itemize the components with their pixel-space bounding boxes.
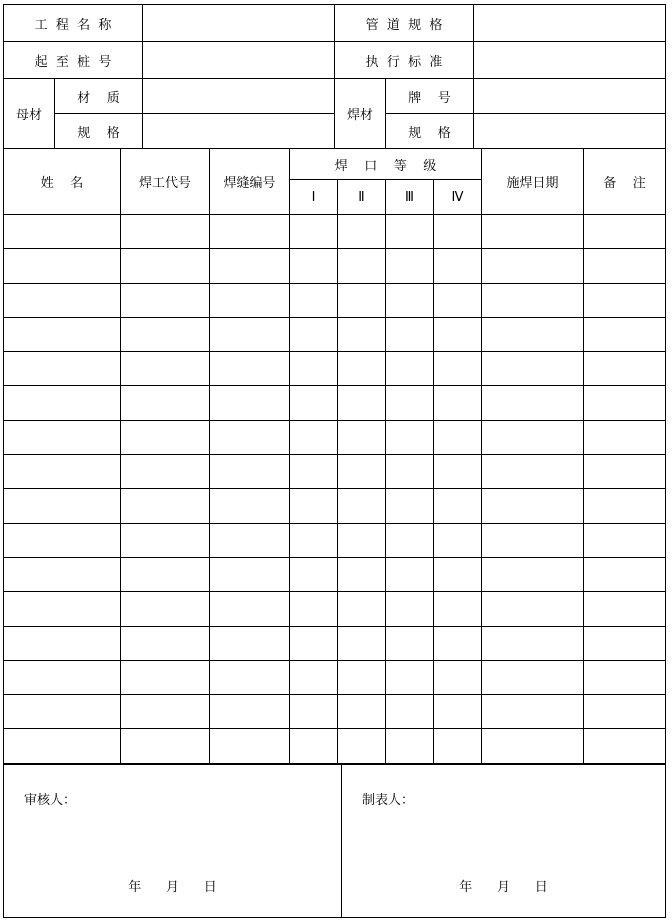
grade-1-cell[interactable] <box>290 695 338 729</box>
name-cell[interactable] <box>4 386 121 420</box>
grade-3-cell[interactable] <box>386 729 434 763</box>
weld-date-cell[interactable] <box>482 455 584 489</box>
grade-1-cell[interactable] <box>290 420 338 454</box>
welder-code-cell[interactable] <box>121 729 210 763</box>
weld-date-cell[interactable] <box>482 386 584 420</box>
grade-3-cell[interactable] <box>386 317 434 351</box>
remarks-cell[interactable] <box>584 660 666 694</box>
remarks-cell[interactable] <box>584 523 666 557</box>
grade-1-cell[interactable] <box>290 455 338 489</box>
grade-1-cell[interactable] <box>290 626 338 660</box>
grade-1-cell[interactable] <box>290 557 338 591</box>
weld-number-cell[interactable] <box>210 352 290 386</box>
col-remarks-header: 备 注 <box>584 149 666 215</box>
welder-code-cell[interactable] <box>121 455 210 489</box>
grade-1-cell[interactable] <box>290 523 338 557</box>
grade-3-cell[interactable] <box>386 626 434 660</box>
weld-number-cell[interactable] <box>210 729 290 763</box>
grade-2-cell[interactable] <box>338 523 386 557</box>
name-cell[interactable] <box>4 660 121 694</box>
welder-code-cell[interactable] <box>121 660 210 694</box>
header-info-table <box>3 4 666 149</box>
remarks-cell[interactable] <box>584 489 666 523</box>
grade-1-cell[interactable] <box>290 249 338 283</box>
grade-4-cell[interactable] <box>434 557 482 591</box>
welder-code-cell[interactable] <box>121 626 210 660</box>
welder-code-cell[interactable] <box>121 352 210 386</box>
grade-1-cell[interactable] <box>290 215 338 249</box>
grade-4-cell[interactable] <box>434 317 482 351</box>
welder-code-cell[interactable] <box>121 215 210 249</box>
pipe-spec-label: 管 道 规 格 <box>335 5 474 42</box>
grade-2-cell[interactable] <box>338 557 386 591</box>
weld-date-cell[interactable] <box>482 283 584 317</box>
welder-code-cell[interactable] <box>121 592 210 626</box>
project-name-label: 工 程 名 称 <box>4 5 143 42</box>
record-rows <box>4 215 666 764</box>
stake-range-label: 起 至 桩 号 <box>4 42 143 79</box>
grade-2-cell[interactable] <box>338 592 386 626</box>
standard-label: 执 行 标 准 <box>335 42 474 79</box>
grade-3-cell[interactable] <box>386 215 434 249</box>
grade-2-cell[interactable] <box>338 489 386 523</box>
grade-4-cell[interactable] <box>434 283 482 317</box>
base-metal-label: 母材 <box>4 79 55 149</box>
grade-1-header: Ⅰ <box>290 180 338 215</box>
welder-code-cell[interactable] <box>121 283 210 317</box>
preparer-date: 年 月 日 <box>459 880 548 895</box>
weld-number-cell[interactable] <box>210 660 290 694</box>
remarks-cell[interactable] <box>584 695 666 729</box>
name-cell[interactable] <box>4 455 121 489</box>
filler-brand-label: 牌 号 <box>386 79 474 114</box>
grade-4-cell[interactable] <box>434 626 482 660</box>
weld-number-cell[interactable] <box>210 557 290 591</box>
grade-2-cell[interactable] <box>338 420 386 454</box>
grade-4-cell[interactable] <box>434 489 482 523</box>
table-row <box>4 283 666 317</box>
filler-brand-field[interactable] <box>474 79 666 114</box>
weld-number-cell[interactable] <box>210 489 290 523</box>
table-row <box>4 215 666 249</box>
grade-4-cell[interactable] <box>434 592 482 626</box>
remarks-cell[interactable] <box>584 592 666 626</box>
grade-2-cell[interactable] <box>338 283 386 317</box>
grade-1-cell[interactable] <box>290 283 338 317</box>
table-row <box>4 523 666 557</box>
welder-code-cell[interactable] <box>121 386 210 420</box>
weld-number-cell[interactable] <box>210 249 290 283</box>
grade-3-cell[interactable] <box>386 695 434 729</box>
weld-number-cell[interactable] <box>210 317 290 351</box>
weld-number-cell[interactable] <box>210 420 290 454</box>
grade-3-cell[interactable] <box>386 523 434 557</box>
remarks-cell[interactable] <box>584 557 666 591</box>
grade-4-cell[interactable] <box>434 729 482 763</box>
remarks-cell[interactable] <box>584 729 666 763</box>
name-cell[interactable] <box>4 729 121 763</box>
name-cell[interactable] <box>4 352 121 386</box>
grade-3-header: Ⅲ <box>386 180 434 215</box>
base-material-field[interactable] <box>143 79 335 114</box>
base-spec-label: 规 格 <box>55 114 143 149</box>
grade-2-cell[interactable] <box>338 695 386 729</box>
grade-1-cell[interactable] <box>290 352 338 386</box>
name-cell[interactable] <box>4 317 121 351</box>
weld-date-cell[interactable] <box>482 660 584 694</box>
name-cell[interactable] <box>4 489 121 523</box>
welder-code-cell[interactable] <box>121 523 210 557</box>
grade-2-cell[interactable] <box>338 352 386 386</box>
grade-2-header: Ⅱ <box>338 180 386 215</box>
table-row <box>4 386 666 420</box>
table-row <box>4 592 666 626</box>
weld-date-cell[interactable] <box>482 592 584 626</box>
grade-3-cell[interactable] <box>386 455 434 489</box>
name-cell[interactable] <box>4 592 121 626</box>
remarks-cell[interactable] <box>584 317 666 351</box>
table-row <box>4 660 666 694</box>
grade-2-cell[interactable] <box>338 660 386 694</box>
name-cell[interactable] <box>4 626 121 660</box>
table-row <box>4 729 666 763</box>
name-cell[interactable] <box>4 557 121 591</box>
remarks-cell[interactable] <box>584 249 666 283</box>
welder-code-cell[interactable] <box>121 249 210 283</box>
grade-4-cell[interactable] <box>434 249 482 283</box>
weld-date-cell[interactable] <box>482 489 584 523</box>
weld-date-cell[interactable] <box>482 523 584 557</box>
grade-2-cell[interactable] <box>338 386 386 420</box>
grade-4-cell[interactable] <box>434 660 482 694</box>
weld-date-cell[interactable] <box>482 420 584 454</box>
weld-date-cell[interactable] <box>482 249 584 283</box>
pipe-spec-field[interactable] <box>474 5 666 42</box>
grade-3-cell[interactable] <box>386 592 434 626</box>
name-cell[interactable] <box>4 283 121 317</box>
col-weld-grade-header: 焊 口 等 级 <box>290 149 482 180</box>
table-row <box>4 626 666 660</box>
stake-range-field[interactable] <box>143 42 335 79</box>
remarks-cell[interactable] <box>584 386 666 420</box>
name-cell[interactable] <box>4 695 121 729</box>
filler-label: 焊材 <box>335 79 386 149</box>
welder-code-cell[interactable] <box>121 557 210 591</box>
reviewer-label: 审核人： <box>24 793 77 808</box>
grade-2-cell[interactable] <box>338 249 386 283</box>
remarks-cell[interactable] <box>584 283 666 317</box>
table-row <box>4 557 666 591</box>
col-welder-code-header: 焊工代号 <box>121 149 210 215</box>
grade-1-cell[interactable] <box>290 729 338 763</box>
grade-1-cell[interactable] <box>290 489 338 523</box>
weld-number-cell[interactable] <box>210 455 290 489</box>
preparer-cell[interactable] <box>342 765 666 918</box>
col-weld-number-header: 焊缝编号 <box>210 149 290 215</box>
table-row <box>4 420 666 454</box>
grade-2-cell[interactable] <box>338 215 386 249</box>
grade-3-cell[interactable] <box>386 249 434 283</box>
remarks-cell[interactable] <box>584 455 666 489</box>
grade-1-cell[interactable] <box>290 386 338 420</box>
grade-3-cell[interactable] <box>386 386 434 420</box>
remarks-cell[interactable] <box>584 352 666 386</box>
weld-number-cell[interactable] <box>210 592 290 626</box>
grade-3-cell[interactable] <box>386 352 434 386</box>
project-name-field[interactable] <box>143 5 335 42</box>
weld-date-cell[interactable] <box>482 695 584 729</box>
grade-4-header: Ⅳ <box>434 180 482 215</box>
weld-number-cell[interactable] <box>210 626 290 660</box>
name-cell[interactable] <box>4 249 121 283</box>
weld-number-cell[interactable] <box>210 695 290 729</box>
grade-2-cell[interactable] <box>338 455 386 489</box>
welder-code-cell[interactable] <box>121 317 210 351</box>
weld-number-cell[interactable] <box>210 215 290 249</box>
grade-4-cell[interactable] <box>434 455 482 489</box>
welder-code-cell[interactable] <box>121 695 210 729</box>
reviewer-cell[interactable] <box>4 765 342 918</box>
signature-table <box>3 764 666 918</box>
grade-3-cell[interactable] <box>386 420 434 454</box>
table-row <box>4 317 666 351</box>
weld-date-cell[interactable] <box>482 215 584 249</box>
grade-2-cell[interactable] <box>338 626 386 660</box>
grade-4-cell[interactable] <box>434 523 482 557</box>
name-cell[interactable] <box>4 420 121 454</box>
remarks-cell[interactable] <box>584 215 666 249</box>
filler-spec-label: 规 格 <box>386 114 474 149</box>
filler-spec-field[interactable] <box>474 114 666 149</box>
grade-4-cell[interactable] <box>434 386 482 420</box>
grade-3-cell[interactable] <box>386 283 434 317</box>
weld-number-cell[interactable] <box>210 523 290 557</box>
grade-4-cell[interactable] <box>434 352 482 386</box>
grade-3-cell[interactable] <box>386 489 434 523</box>
base-spec-field[interactable] <box>143 114 335 149</box>
table-row <box>4 249 666 283</box>
col-name-header: 姓 名 <box>4 149 121 215</box>
weld-date-cell[interactable] <box>482 557 584 591</box>
table-row <box>4 489 666 523</box>
grade-3-cell[interactable] <box>386 557 434 591</box>
preparer-label: 制表人： <box>362 793 415 808</box>
remarks-cell[interactable] <box>584 420 666 454</box>
welder-code-cell[interactable] <box>121 489 210 523</box>
grade-1-cell[interactable] <box>290 317 338 351</box>
weld-date-cell[interactable] <box>482 352 584 386</box>
grade-1-cell[interactable] <box>290 660 338 694</box>
weld-date-cell[interactable] <box>482 626 584 660</box>
standard-field[interactable] <box>474 42 666 79</box>
weld-number-cell[interactable] <box>210 386 290 420</box>
weld-number-cell[interactable] <box>210 283 290 317</box>
welder-code-cell[interactable] <box>121 420 210 454</box>
grade-4-cell[interactable] <box>434 695 482 729</box>
grade-1-cell[interactable] <box>290 592 338 626</box>
name-cell[interactable] <box>4 523 121 557</box>
grade-2-cell[interactable] <box>338 317 386 351</box>
name-cell[interactable] <box>4 215 121 249</box>
grade-4-cell[interactable] <box>434 420 482 454</box>
base-material-label: 材 质 <box>55 79 143 114</box>
col-weld-date-header: 施焊日期 <box>482 149 584 215</box>
grade-4-cell[interactable] <box>434 215 482 249</box>
table-row <box>4 455 666 489</box>
grade-2-cell[interactable] <box>338 729 386 763</box>
welder-record-table <box>3 148 666 764</box>
table-row <box>4 352 666 386</box>
grade-3-cell[interactable] <box>386 660 434 694</box>
table-row <box>4 695 666 729</box>
weld-date-cell[interactable] <box>482 317 584 351</box>
reviewer-date: 年 月 日 <box>128 880 217 895</box>
weld-date-cell[interactable] <box>482 729 584 763</box>
remarks-cell[interactable] <box>584 626 666 660</box>
